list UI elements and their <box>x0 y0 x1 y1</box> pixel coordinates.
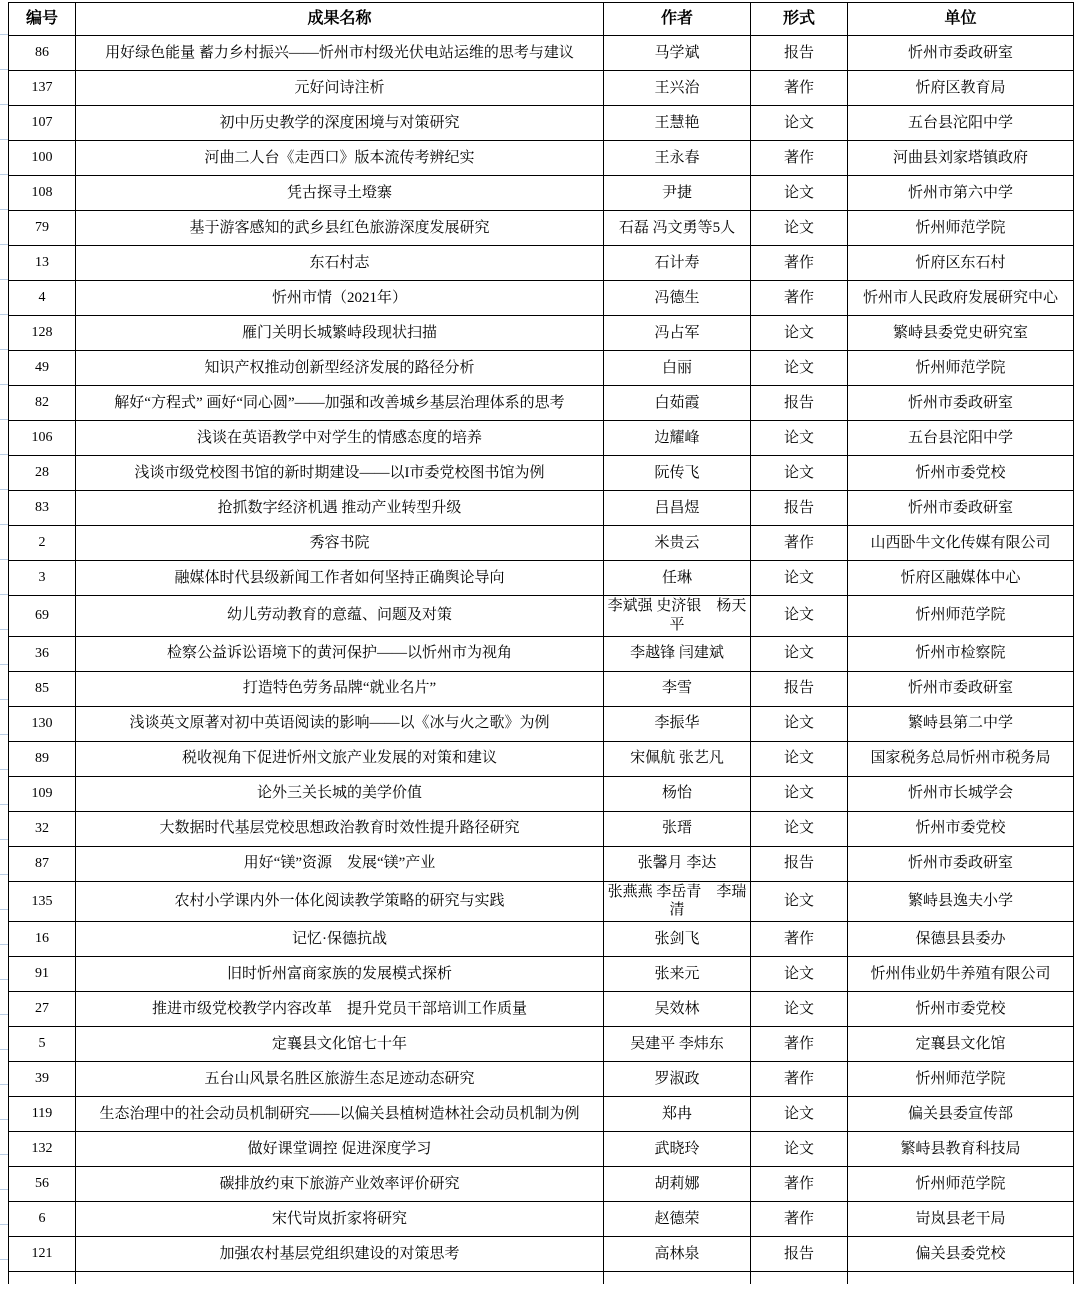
cell-unit: 忻州市第六中学 <box>848 176 1074 211</box>
cell-name: 融媒体时代县级新闻工作者如何坚持正确舆论导向 <box>76 561 604 596</box>
cell-name: 大数据时代基层党校思想政治教育时效性提升路径研究 <box>76 811 604 846</box>
cell-author: 张燕燕 李岳青 李瑞清 <box>604 881 751 922</box>
partial-next-row <box>9 1272 1074 1284</box>
cell-id: 36 <box>9 636 76 671</box>
cell-form: 论文 <box>751 106 848 141</box>
cell-id: 27 <box>9 992 76 1027</box>
cell-id: 132 <box>9 1132 76 1167</box>
table-row <box>9 922 1074 957</box>
cell-form: 论文 <box>751 351 848 386</box>
cell-name: 忻州市情（2021年） <box>76 281 604 316</box>
cell-form: 论文 <box>751 811 848 846</box>
cell-unit: 偏关县委宣传部 <box>848 1097 1074 1132</box>
cell-name <box>76 1272 604 1284</box>
cell-id: 28 <box>9 456 76 491</box>
cell-author: 吴效林 <box>604 992 751 1027</box>
cell-id: 79 <box>9 211 76 246</box>
cell-author: 石磊 冯文勇等5人 <box>604 211 751 246</box>
cell-unit: 繁峙县教育科技局 <box>848 1132 1074 1167</box>
cell-form <box>751 1272 848 1284</box>
cell-author: 尹捷 <box>604 176 751 211</box>
table-row <box>9 421 1074 456</box>
table-row <box>9 1202 1074 1237</box>
cell-id: 100 <box>9 141 76 176</box>
cell-id: 4 <box>9 281 76 316</box>
cell-author: 吕昌煜 <box>604 491 751 526</box>
header-form: 形式 <box>751 3 848 36</box>
cell-name: 打造特色劳务品牌“就业名片” <box>76 671 604 706</box>
cell-name: 生态治理中的社会动员机制研究——以偏关县植树造林社会动员机制为例 <box>76 1097 604 1132</box>
cell-form: 著作 <box>751 1027 848 1062</box>
cell-name: 五台山风景名胜区旅游生态足迹动态研究 <box>76 1062 604 1097</box>
table-row <box>9 1027 1074 1062</box>
cell-author: 边耀峰 <box>604 421 751 456</box>
cell-form: 论文 <box>751 636 848 671</box>
table-row <box>9 386 1074 421</box>
cell-id: 49 <box>9 351 76 386</box>
table-row <box>9 316 1074 351</box>
header-unit: 单位 <box>848 3 1074 36</box>
cell-id: 2 <box>9 526 76 561</box>
table-row <box>9 351 1074 386</box>
cell-name: 幼儿劳动教育的意蕴、问题及对策 <box>76 596 604 637</box>
table-row <box>9 881 1074 922</box>
cell-unit: 忻州市委政研室 <box>848 671 1074 706</box>
table-row <box>9 281 1074 316</box>
cell-author: 赵德荣 <box>604 1202 751 1237</box>
table-row <box>9 671 1074 706</box>
cell-form: 论文 <box>751 176 848 211</box>
cell-form: 报告 <box>751 36 848 71</box>
header-id: 编号 <box>9 3 76 36</box>
cell-unit: 忻州市委党校 <box>848 811 1074 846</box>
cell-id: 3 <box>9 561 76 596</box>
cell-name: 用好绿色能量 蓄力乡村振兴——忻州市村级光伏电站运维的思考与建议 <box>76 36 604 71</box>
cell-form: 论文 <box>751 992 848 1027</box>
cell-form: 论文 <box>751 211 848 246</box>
cell-form: 著作 <box>751 141 848 176</box>
cell-form: 著作 <box>751 526 848 561</box>
cell-author: 胡莉娜 <box>604 1167 751 1202</box>
cell-name: 论外三关长城的美学价值 <box>76 776 604 811</box>
cell-id: 39 <box>9 1062 76 1097</box>
cell-name: 农村小学课内外一体化阅读教学策略的研究与实践 <box>76 881 604 922</box>
cell-name: 凭古探寻土墱寨 <box>76 176 604 211</box>
cell-id: 91 <box>9 957 76 992</box>
cell-form: 著作 <box>751 246 848 281</box>
cell-author <box>604 1272 751 1284</box>
cell-unit: 忻州师范学院 <box>848 351 1074 386</box>
cell-unit: 山西卧牛文化传媒有限公司 <box>848 526 1074 561</box>
cell-author: 米贵云 <box>604 526 751 561</box>
cell-unit: 忻府区教育局 <box>848 71 1074 106</box>
cell-unit: 定襄县文化馆 <box>848 1027 1074 1062</box>
cell-unit: 忻州市委党校 <box>848 456 1074 491</box>
left-gridline-gutter <box>0 0 8 1294</box>
cell-name: 加强农村基层党组织建设的对策思考 <box>76 1237 604 1272</box>
cell-author: 张瑨 <box>604 811 751 846</box>
cell-form: 论文 <box>751 881 848 922</box>
table-row <box>9 526 1074 561</box>
cell-name: 浅谈市级党校图书馆的新时期建设——以I市委党校图书馆为例 <box>76 456 604 491</box>
cell-form: 论文 <box>751 1097 848 1132</box>
table-row <box>9 491 1074 526</box>
cell-author: 吴建平 李炜东 <box>604 1027 751 1062</box>
cell-unit: 忻州市委党校 <box>848 992 1074 1027</box>
cell-form: 论文 <box>751 421 848 456</box>
cell-id: 16 <box>9 922 76 957</box>
cell-name: 东石村志 <box>76 246 604 281</box>
cell-unit: 忻州师范学院 <box>848 596 1074 637</box>
cell-id: 109 <box>9 776 76 811</box>
table-row <box>9 636 1074 671</box>
cell-unit: 忻府区融媒体中心 <box>848 561 1074 596</box>
cell-form: 报告 <box>751 1237 848 1272</box>
cell-form: 著作 <box>751 1202 848 1237</box>
cell-name: 做好课堂调控 促进深度学习 <box>76 1132 604 1167</box>
cell-form: 论文 <box>751 316 848 351</box>
table-row <box>9 776 1074 811</box>
cell-id: 137 <box>9 71 76 106</box>
header-name: 成果名称 <box>76 3 604 36</box>
cell-id: 128 <box>9 316 76 351</box>
table-row <box>9 811 1074 846</box>
cell-unit: 忻州师范学院 <box>848 1062 1074 1097</box>
cell-name: 抢抓数字经济机遇 推动产业转型升级 <box>76 491 604 526</box>
cell-author: 阮传飞 <box>604 456 751 491</box>
cell-unit: 岢岚县老干局 <box>848 1202 1074 1237</box>
cell-author: 高林泉 <box>604 1237 751 1272</box>
cell-name: 元好问诗注析 <box>76 71 604 106</box>
cell-form: 论文 <box>751 957 848 992</box>
cell-unit: 忻州伟业奶牛养殖有限公司 <box>848 957 1074 992</box>
cell-id: 135 <box>9 881 76 922</box>
cell-name: 碳排放约束下旅游产业效率评价研究 <box>76 1167 604 1202</box>
cell-author: 李振华 <box>604 706 751 741</box>
cell-name: 知识产权推动创新型经济发展的路径分析 <box>76 351 604 386</box>
cell-author: 任琳 <box>604 561 751 596</box>
cell-id: 121 <box>9 1237 76 1272</box>
cell-name: 用好“镁”资源 发展“镁”产业 <box>76 846 604 881</box>
cell-form: 论文 <box>751 1132 848 1167</box>
cell-author: 白茹霞 <box>604 386 751 421</box>
cell-author: 李斌强 史济银 杨天平 <box>604 596 751 637</box>
cell-form: 论文 <box>751 596 848 637</box>
table-row <box>9 1237 1074 1272</box>
cell-unit: 忻州师范学院 <box>848 1167 1074 1202</box>
table-row <box>9 36 1074 71</box>
cell-name: 税收视角下促进忻州文旅产业发展的对策和建议 <box>76 741 604 776</box>
cell-form: 论文 <box>751 741 848 776</box>
cell-name: 宋代岢岚折家将研究 <box>76 1202 604 1237</box>
table-row <box>9 957 1074 992</box>
cell-author: 张来元 <box>604 957 751 992</box>
cell-form: 报告 <box>751 386 848 421</box>
cell-id <box>9 1272 76 1284</box>
cell-author: 张馨月 李达 <box>604 846 751 881</box>
cell-id: 86 <box>9 36 76 71</box>
cell-form: 报告 <box>751 846 848 881</box>
table-row <box>9 246 1074 281</box>
cell-author: 王兴治 <box>604 71 751 106</box>
table-row <box>9 1167 1074 1202</box>
cell-name: 检察公益诉讼语境下的黄河保护——以忻州市为视角 <box>76 636 604 671</box>
cell-id: 56 <box>9 1167 76 1202</box>
cell-name: 雁门关明长城繁峙段现状扫描 <box>76 316 604 351</box>
cell-name: 定襄县文化馆七十年 <box>76 1027 604 1062</box>
cell-author: 李越锋 闫建斌 <box>604 636 751 671</box>
cell-id: 106 <box>9 421 76 456</box>
cell-unit: 河曲县刘家塔镇政府 <box>848 141 1074 176</box>
cell-author: 杨怡 <box>604 776 751 811</box>
cell-author: 白丽 <box>604 351 751 386</box>
cell-unit: 忻州市长城学会 <box>848 776 1074 811</box>
cell-id: 87 <box>9 846 76 881</box>
cell-author: 马学斌 <box>604 36 751 71</box>
table-row <box>9 106 1074 141</box>
cell-id: 119 <box>9 1097 76 1132</box>
cell-author: 武晓玲 <box>604 1132 751 1167</box>
cell-unit: 忻州市委政研室 <box>848 846 1074 881</box>
cell-unit: 忻州师范学院 <box>848 211 1074 246</box>
table-row <box>9 846 1074 881</box>
cell-id: 89 <box>9 741 76 776</box>
cell-form: 报告 <box>751 671 848 706</box>
cell-name: 基于游客感知的武乡县红色旅游深度发展研究 <box>76 211 604 246</box>
cell-id: 83 <box>9 491 76 526</box>
cell-unit: 国家税务总局忻州市税务局 <box>848 741 1074 776</box>
cell-id: 108 <box>9 176 76 211</box>
table-row <box>9 741 1074 776</box>
table-row <box>9 141 1074 176</box>
header-row <box>9 3 1074 36</box>
cell-form: 著作 <box>751 922 848 957</box>
cell-form: 报告 <box>751 491 848 526</box>
cell-id: 85 <box>9 671 76 706</box>
cell-unit: 繁峙县第二中学 <box>848 706 1074 741</box>
cell-author: 冯占军 <box>604 316 751 351</box>
cell-unit: 忻州市委政研室 <box>848 491 1074 526</box>
cell-unit: 繁峙县委党史研究室 <box>848 316 1074 351</box>
cell-author: 冯德生 <box>604 281 751 316</box>
cell-unit: 忻府区东石村 <box>848 246 1074 281</box>
cell-form: 论文 <box>751 706 848 741</box>
cell-id: 32 <box>9 811 76 846</box>
cell-id: 107 <box>9 106 76 141</box>
cell-name: 旧时忻州富商家族的发展模式探析 <box>76 957 604 992</box>
cell-author: 石计寿 <box>604 246 751 281</box>
cell-id: 6 <box>9 1202 76 1237</box>
cell-name: 河曲二人台《走西口》版本流传考辨纪实 <box>76 141 604 176</box>
cell-form: 论文 <box>751 456 848 491</box>
cell-unit: 忻州市人民政府发展研究中心 <box>848 281 1074 316</box>
cell-form: 论文 <box>751 776 848 811</box>
table-row <box>9 176 1074 211</box>
cell-unit: 偏关县委党校 <box>848 1237 1074 1272</box>
cell-id: 130 <box>9 706 76 741</box>
cell-author: 罗淑政 <box>604 1062 751 1097</box>
cell-unit: 忻州市委政研室 <box>848 36 1074 71</box>
table-row <box>9 71 1074 106</box>
cell-name: 推进市级党校教学内容改革 提升党员干部培训工作质量 <box>76 992 604 1027</box>
cell-author: 张剑飞 <box>604 922 751 957</box>
cell-unit: 繁峙县逸夫小学 <box>848 881 1074 922</box>
cell-author: 李雪 <box>604 671 751 706</box>
cell-name: 记忆·保德抗战 <box>76 922 604 957</box>
cell-unit <box>848 1272 1074 1284</box>
table-row <box>9 456 1074 491</box>
cell-id: 13 <box>9 246 76 281</box>
header-author: 作者 <box>604 3 751 36</box>
table-row <box>9 1097 1074 1132</box>
table-row <box>9 1132 1074 1167</box>
cell-id: 5 <box>9 1027 76 1062</box>
table-row <box>9 706 1074 741</box>
cell-unit: 五台县沱阳中学 <box>848 106 1074 141</box>
cell-name: 初中历史教学的深度困境与对策研究 <box>76 106 604 141</box>
table-row <box>9 561 1074 596</box>
cell-author: 王永春 <box>604 141 751 176</box>
cell-unit: 忻州市检察院 <box>848 636 1074 671</box>
cell-unit: 忻州市委政研室 <box>848 386 1074 421</box>
cell-id: 82 <box>9 386 76 421</box>
cell-form: 论文 <box>751 561 848 596</box>
table-row <box>9 1062 1074 1097</box>
table-row <box>9 992 1074 1027</box>
cell-unit: 保德县县委办 <box>848 922 1074 957</box>
cell-form: 著作 <box>751 1167 848 1202</box>
cell-id: 69 <box>9 596 76 637</box>
table-row <box>9 211 1074 246</box>
cell-author: 宋佩航 张艺凡 <box>604 741 751 776</box>
cell-form: 著作 <box>751 71 848 106</box>
cell-unit: 五台县沱阳中学 <box>848 421 1074 456</box>
cell-name: 秀容书院 <box>76 526 604 561</box>
cell-author: 王慧艳 <box>604 106 751 141</box>
cell-name: 浅谈英文原著对初中英语阅读的影响——以《冰与火之歌》为例 <box>76 706 604 741</box>
cell-name: 浅谈在英语教学中对学生的情感态度的培养 <box>76 421 604 456</box>
cell-form: 著作 <box>751 281 848 316</box>
cell-form: 著作 <box>751 1062 848 1097</box>
cell-author: 郑冉 <box>604 1097 751 1132</box>
table-row <box>9 596 1074 637</box>
results-table <box>8 2 1074 1284</box>
cell-name: 解好“方程式” 画好“同心圆”——加强和改善城乡基层治理体系的思考 <box>76 386 604 421</box>
